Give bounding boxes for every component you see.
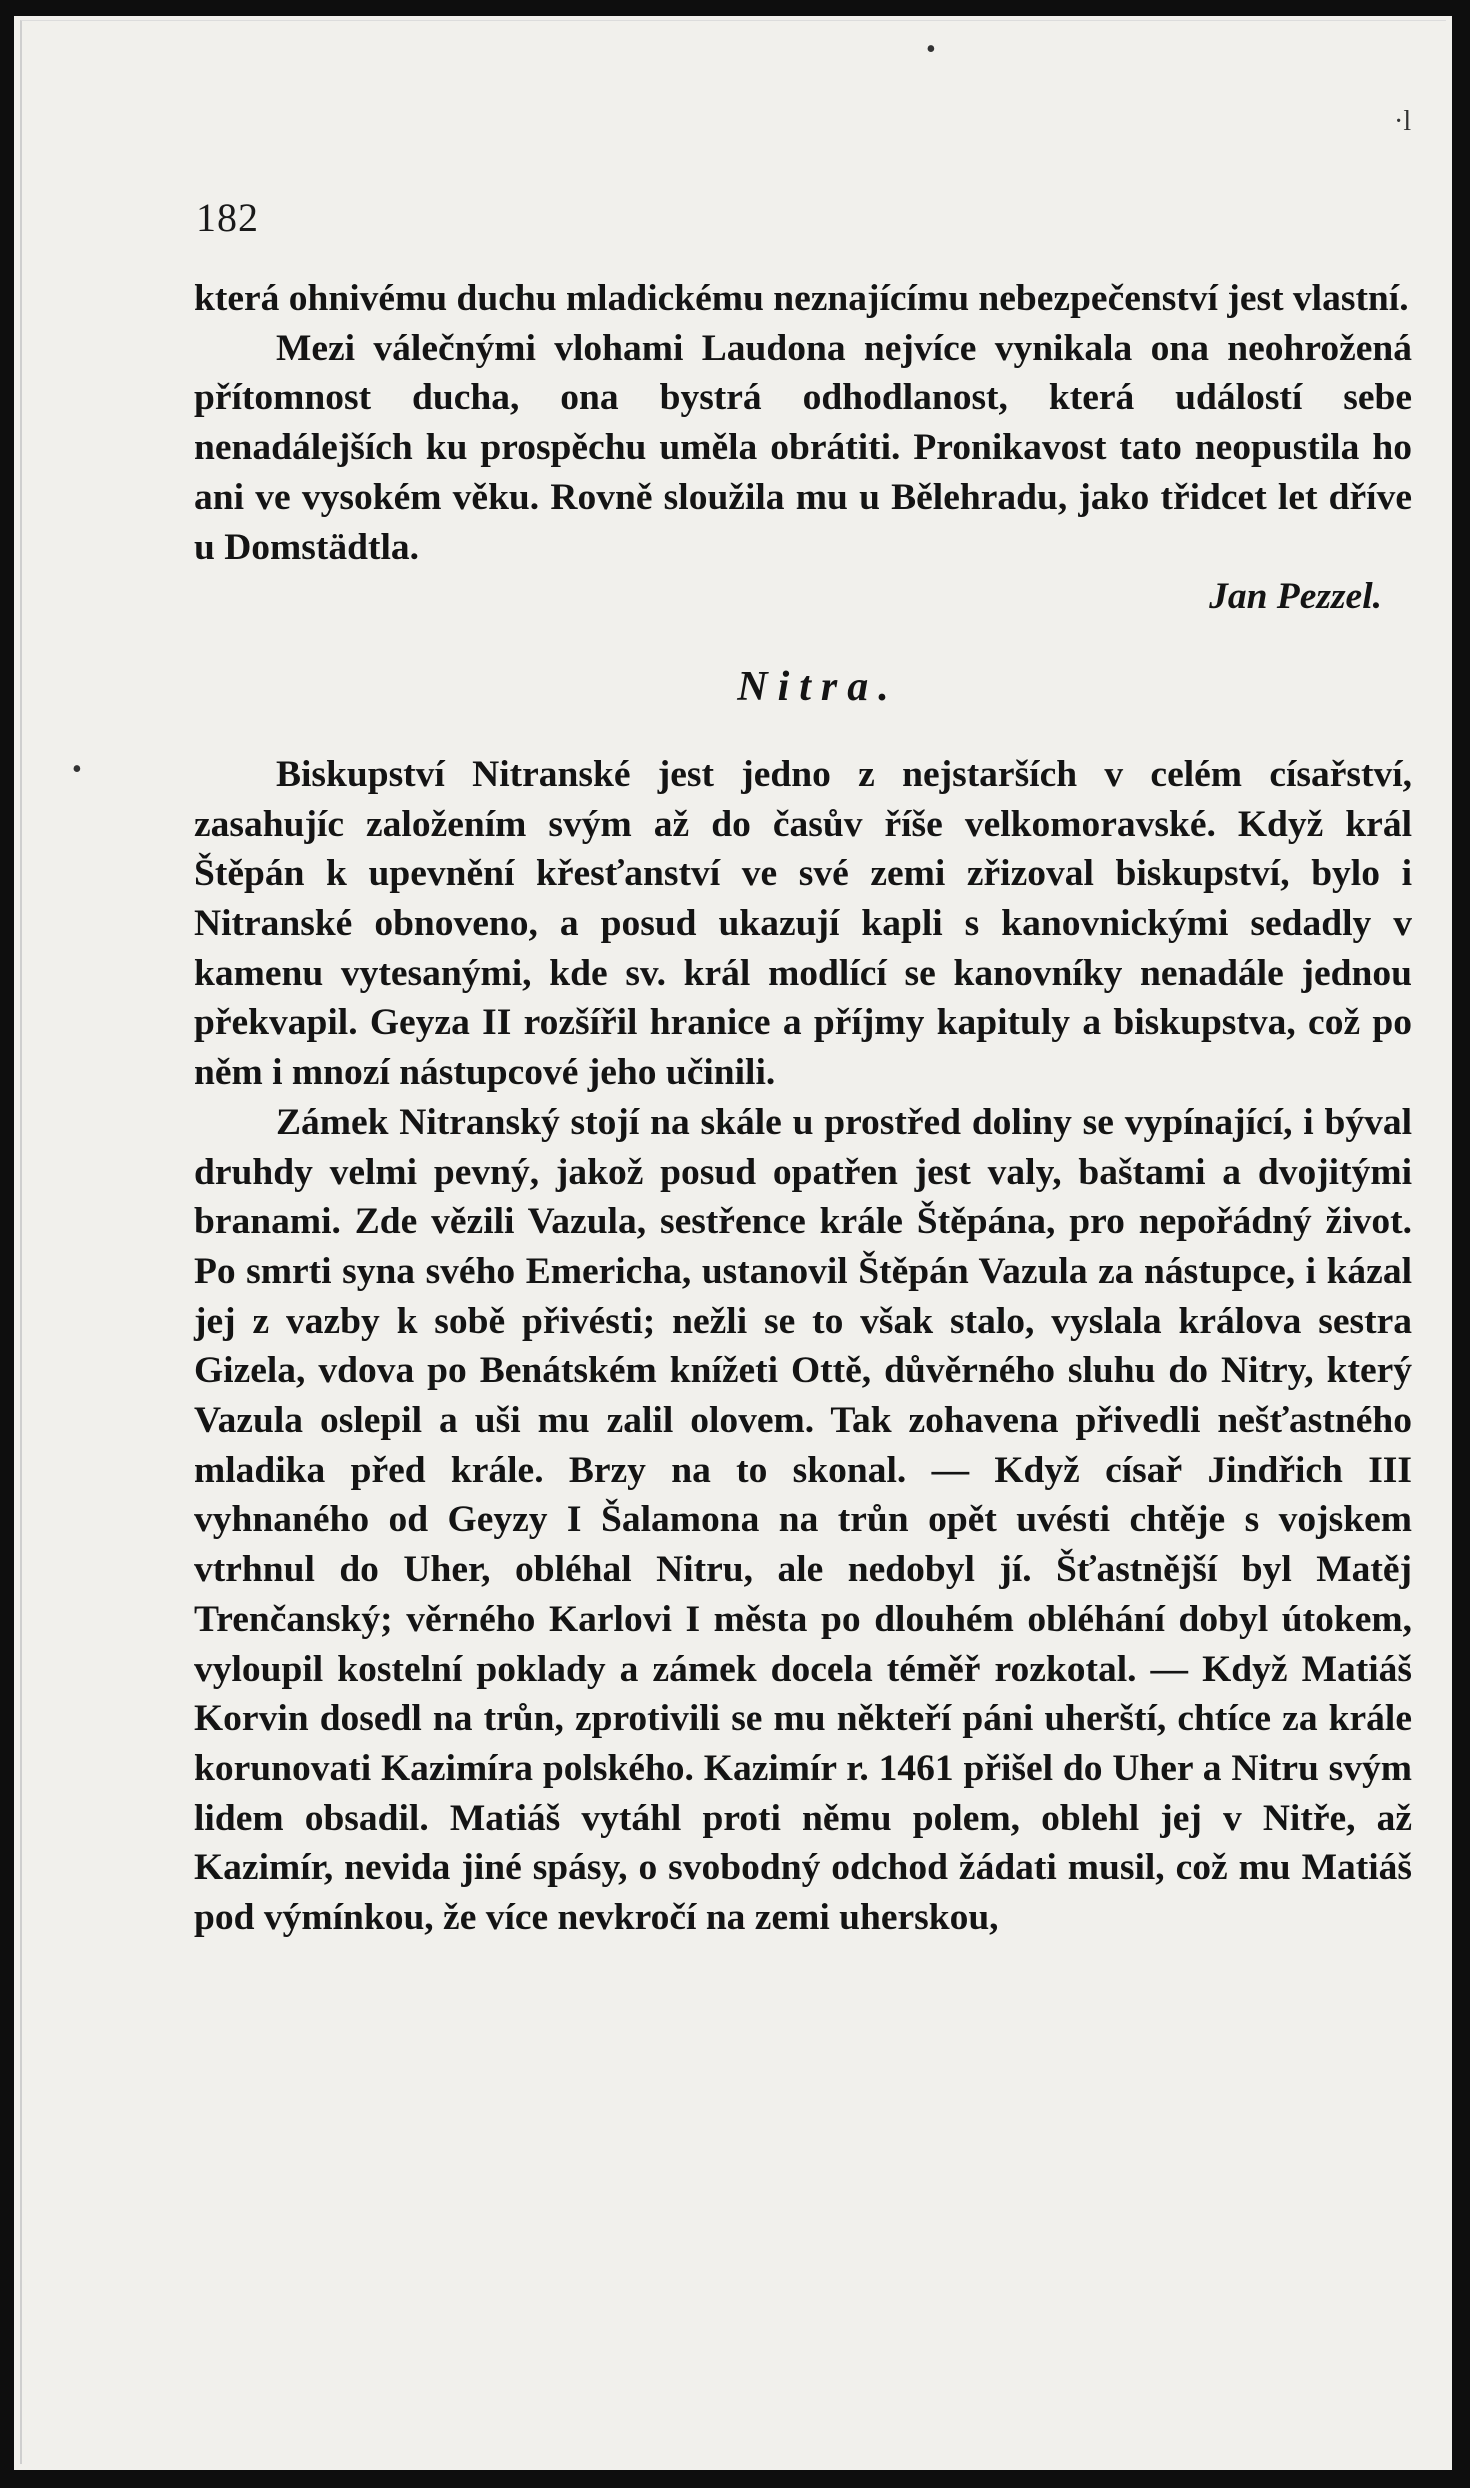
author-signature: Jan Pezzel. bbox=[1209, 576, 1382, 618]
section-heading: Nitra. bbox=[737, 663, 899, 710]
book-page bbox=[14, 16, 1452, 2470]
body-text bbox=[194, 274, 1412, 1943]
ink-speck: • bbox=[72, 754, 82, 785]
paragraph: Zámek Nitranský stojí na skále u prostřed doliny se vypínající, i býval druhdy velmi pevný, jakož posud opatřen jest valy, baštami a dvojitými branami. Zde vězili Vazula, sestřence krále Štěpána, pro nepořádný život. Po smrti syna svého Emericha, ustanovil Štěpán Vazula za nástupce, i kázal jej z vazby k sobě přivésti; nežli se to však stalo, vyslala králova sestra Gizela, vdova po Benátském knížeti Ottě, důvěrného sluhu do Nitry, který Vazula oslepil a uši mu zalil olovem. Tak zohavena přivedli nešťastného mladika před krále. Brzy na to skonal. — Když císař Jindřich III vyhnaného od Geyzy I Šalamona na trůn opět uvésti chtěje s vojskem vtrhnul do Uher, obléhal Nitru, ale nedobyl jí. Šťastnější byl Matěj Trenčanský; věrného Karlovi I města po dlouhém obléhání dobyl útokem, vyloupil kostelní poklady a zámek docela téměř rozkotal. — Když Matiáš Korvin dosedl na trůn, zprotivili se mu někteří páni uherští, chtíce za krále korunovati Kazimíra polského. Kazimír r. 1461 přišel do Uher a Nitru svým lidem obsadil. Matiáš vytáhl proti němu polem, oblehl jej v Nitře, až Kazimír, nevida jiné spásy, o svobodný odchod žádati musil, což mu Matiáš pod výmínkou, že více nevkročí na zemi uherskou, bbox=[194, 1101, 1412, 1939]
page-number: 182 bbox=[196, 195, 259, 240]
paragraph-text: Mezi válečnými vlohami Laudona nejvíce vynikala ona neohrožená přítomnost ducha, ona bystrá odhodlanost, která událostí sebe nenadálejších ku prospěchu uměla obrátiti. Pronikavost tato neopustila ho ani ve vysokém věku. Rovně sloužila mu u Bělehradu, jako třidcet let dříve u Domstädtla. bbox=[194, 327, 1412, 568]
ink-speck: • bbox=[926, 34, 936, 65]
paragraph: která ohnivému duchu mladickému neznajícímu nebezpečenství jest vlastní. bbox=[194, 278, 1409, 319]
paragraph bbox=[194, 324, 1412, 573]
margin-mark: ·l bbox=[1394, 106, 1412, 137]
signature-line bbox=[194, 572, 1412, 622]
paragraph: Biskupství Nitranské jest jedno z nejstarších v celém císařství, zasahujíc založením svým až do časův říše velkomoravské. Když král Štěpán k upevnění křesťanství ve své zemi zřizoval biskupství, bylo i Nitranské obnoveno, a posud ukazují kapli s kanovnickými sedadly v kamenu vytesanými, kde sv. král modlící se kanovníky nenadále jednou překvapil. Geyza II rozšířil hranice a příjmy kapituly a biskupstva, což po něm i mnozí nástupcové jeho učinili. bbox=[194, 753, 1412, 1094]
